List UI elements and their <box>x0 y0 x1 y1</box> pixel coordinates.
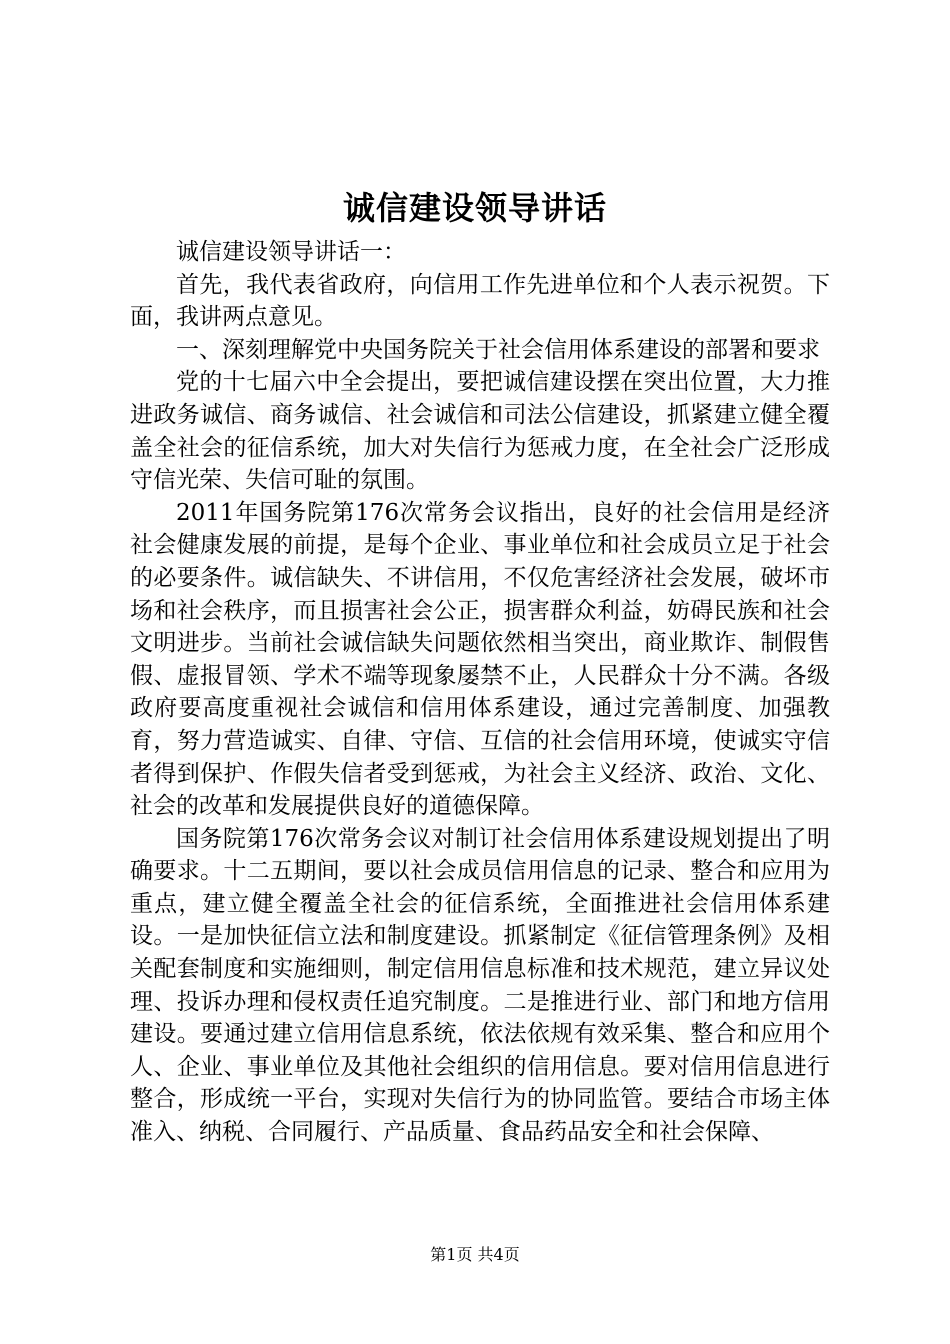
page-total: 共4页 <box>477 1245 520 1264</box>
paragraph: 首先，我代表省政府，向信用工作先进单位和个人表示祝贺。下面，我讲两点意见。 <box>130 271 830 331</box>
document-body <box>130 236 830 1149</box>
page-footer <box>0 1243 950 1267</box>
paragraph: 国务院第176次常务会议对制订社会信用体系建设规划提出了明确要求。十二五期间，要以社会成员信用信息的记录、整合和应用为重点，建立健全覆盖全社会的征信系统，全面推进社会信用体系建设。一是加快征信立法和制度建设。抓紧制定《征信管理条例》及相关配套制度和实施细则，制定信用信息标准和技术规范，建立异议处理、投诉办理和侵权责任追究制度。二是推进行业、部门和地方信用建设。要通过建立信用信息系统，依法依规有效采集、整合和应用个人、企业、事业单位及其他社会组织的信用信息。要对信用信息进行整合，形成统一平台，实现对失信行为的协同监管。要结合市场主体准入、纳税、合同履行、产品质量、食品药品安全和社会保障、 <box>130 825 830 1146</box>
section-heading: 一、深刻理解党中央国务院关于社会信用体系建设的部署和要求 <box>176 336 820 363</box>
page-number: 第1页 <box>430 1245 473 1264</box>
document-title: 诚信建设领导讲话 <box>342 189 607 227</box>
paragraph-heading: 诚信建设领导讲话一： <box>176 239 406 265</box>
paragraph: 党的十七届六中全会提出，要把诚信建设摆在突出位置，大力推进政务诚信、商务诚信、社会诚信和司法公信建设，抓紧建立健全覆盖全社会的征信系统，加大对失信行为惩戒力度，在全社会广泛形成守信光荣、失信可耻的氛围。 <box>130 369 830 494</box>
paragraph: 2011年国务院第176次常务会议指出，良好的社会信用是经济社会健康发展的前提，是每个企业、事业单位和社会成员立足于社会的必要条件。诚信缺失、不讲信用，不仅危害经济社会发展，破坏市场和社会秩序，而且损害社会公正，损害群众利益，妨碍民族和社会文明进步。当前社会诚信缺失问题依然相当突出，商业欺诈、制假售假、虚报冒领、学术不端等现象屡禁不止，人民群众十分不满。各级政府要高度重视社会诚信和信用体系建设，通过完善制度、加强教育，努力营造诚实、自律、守信、互信的社会信用环境，使诚实守信者得到保护、作假失信者受到惩戒，为社会主义经济、政治、文化、社会的改革和发展提供良好的道德保障。 <box>130 499 830 820</box>
